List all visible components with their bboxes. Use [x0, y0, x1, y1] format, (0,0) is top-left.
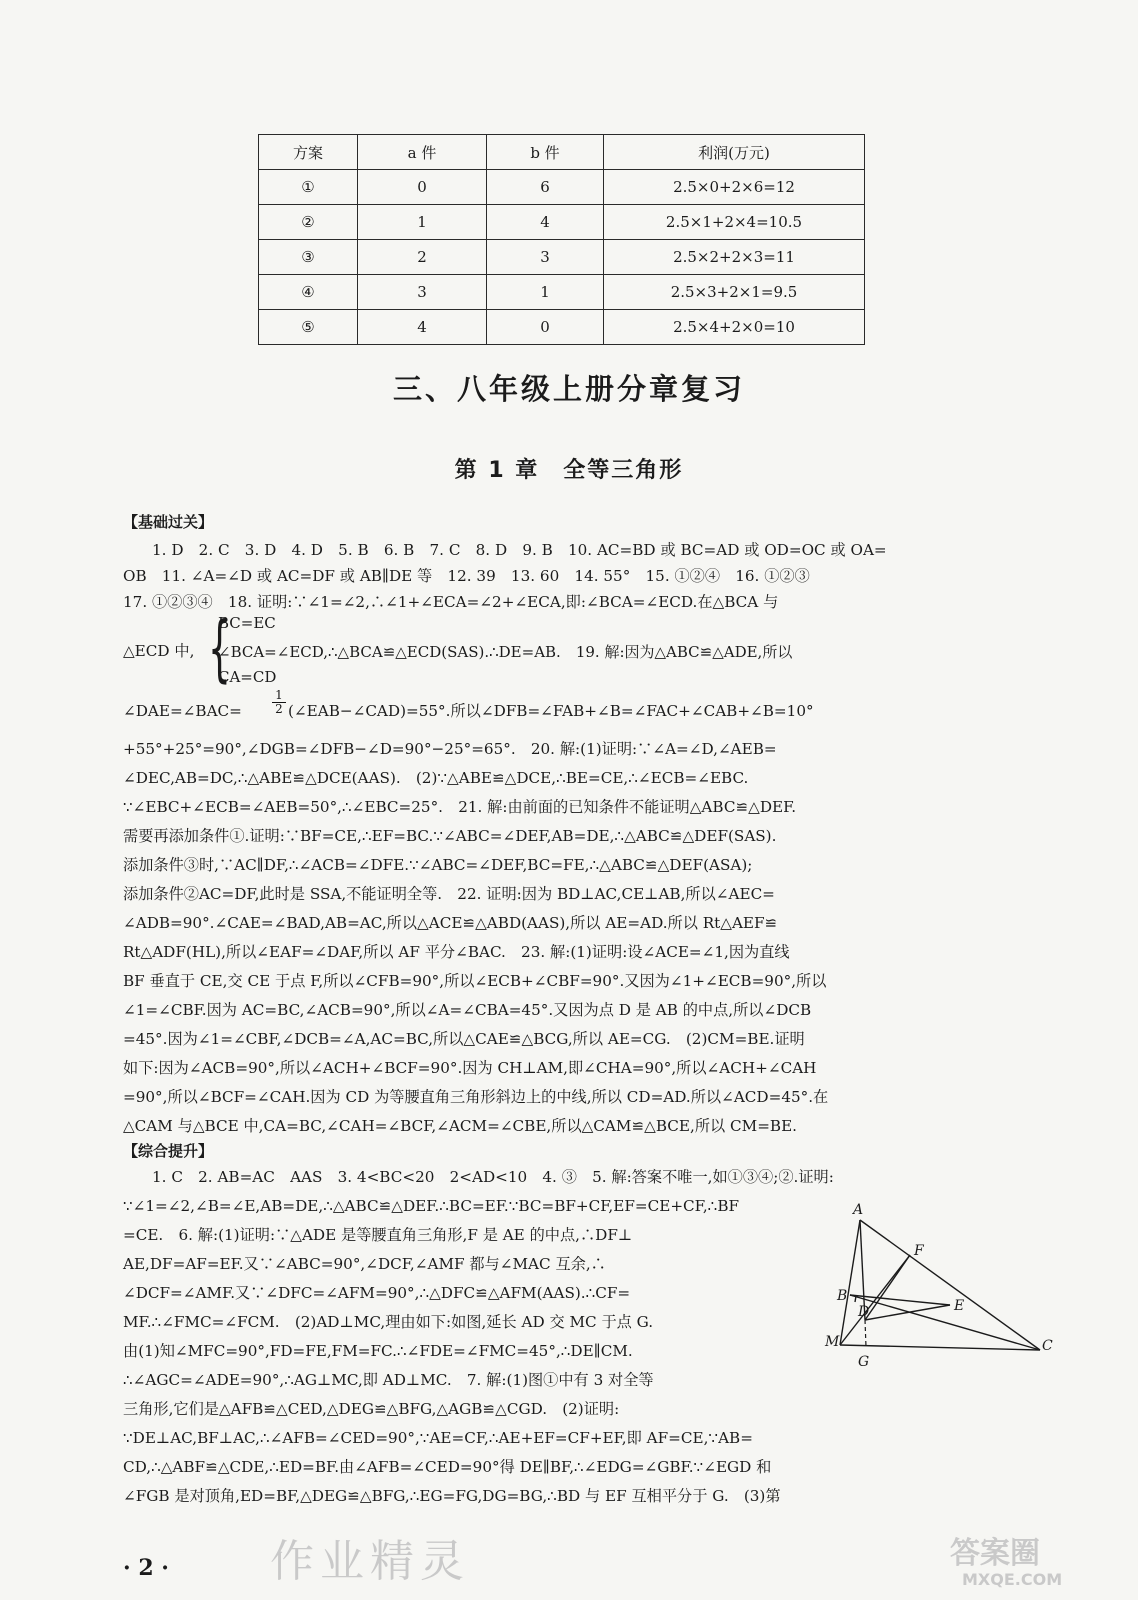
chapter-title: 第 1 章 全等三角形	[454, 458, 684, 483]
part-title: 三、八年级上册分章复习	[392, 372, 745, 406]
section-heading-basic: 【基础过关】	[123, 513, 214, 531]
table-cell: 6	[487, 170, 604, 205]
label-E: E	[954, 1298, 965, 1314]
answer-line: 17. ①②③④ 18. 证明:∵∠1=∠2,∴∠1+∠ECA=∠2+∠ECA,即:∠BCA=∠ECD.在△BCA 与	[123, 593, 779, 611]
watermark-text: 作业精灵	[270, 1536, 470, 1587]
answer-line: =45°.因为∠1=∠CBF,∠DCB=∠A,AC=BC,所以△CAE≌△BCG,所以 AE=CG. (2)CM=BE.证明	[123, 1030, 805, 1048]
table-cell: 2.5×1+2×4=10.5	[604, 205, 865, 240]
label-B: B	[837, 1288, 848, 1304]
table-cell: 0	[358, 170, 487, 205]
brace-symbol: {	[208, 606, 231, 690]
segment-MC	[840, 1345, 1040, 1350]
table-cell: 2.5×4+2×0=10	[604, 310, 865, 345]
segment-AM	[840, 1220, 860, 1345]
label-D: D	[858, 1304, 870, 1320]
table-cell: 4	[487, 205, 604, 240]
table-row	[259, 310, 865, 345]
answer-line: =CE. 6. 解:(1)证明:∵△ADE 是等腰直角三角形,F 是 AE 的中点,∴DF⊥	[123, 1226, 633, 1244]
answer-line: ∵∠EBC+∠ECB=∠AEB=50°,∴∠EBC=25°. 21. 解:由前面的已知条件不能证明△ABC≌△DEF.	[123, 798, 797, 816]
table-header: 方案	[259, 135, 358, 170]
corner-watermark-url: MXQE.COM	[962, 1570, 1063, 1589]
table-row	[259, 240, 865, 275]
table-header: b 件	[487, 135, 604, 170]
answer-line: BF 垂直于 CE,交 CE 于点 F,所以∠CFB=90°,所以∠ECB+∠CBF=90°.又因为∠1+∠ECB=90°,所以	[123, 972, 827, 990]
answer-line: ∠DAE=∠BAC=	[123, 702, 242, 720]
table-cell: 1	[487, 275, 604, 310]
section-heading-advanced: 【综合提升】	[123, 1142, 214, 1160]
table-cell: ①	[259, 170, 358, 205]
table-cell: 2.5×3+2×1=9.5	[604, 275, 865, 310]
answer-line: MF.∴∠FMC=∠FCM. (2)AD⊥MC,理由如下:如图,延长 AD 交 MC 于点 G.	[123, 1313, 654, 1331]
segment-DE	[865, 1305, 950, 1320]
answer-line: OB 11. ∠A=∠D 或 AC=DF 或 AB∥DE 等 12. 39 13. 60 14. 55° 15. ①②④ 16. ①②③	[123, 567, 810, 585]
segment-BC	[850, 1295, 1040, 1350]
system-line: CA=CD	[218, 668, 277, 686]
label-C: C	[1042, 1338, 1053, 1354]
answer-line: △CAM 与△BCE 中,CA=BC,∠CAH=∠BCF,∠ACM=∠CBE,所以△CAM≌△BCE,所以 CM=BE.	[123, 1117, 798, 1135]
system-prefix: △ECD 中,	[123, 642, 195, 660]
answer-line: ∠1=∠CBF.因为 AC=BC,∠ACB=90°,所以∠A=∠CBA=45°.又因为点 D 是 AB 的中点,所以∠DCB	[123, 1001, 812, 1019]
answer-line: ∠FGB 是对顶角,ED=BF,△DEG≌△BFG,∴EG=FG,DG=BG,∴BD 与 EF 互相平分于 G. (3)第	[123, 1487, 781, 1505]
answer-line: 由(1)知∠MFC=90°,FD=FE,FM=FC.∴∠FDE=∠FMC=45°,∴DE∥CM.	[123, 1342, 633, 1360]
label-G: G	[858, 1354, 870, 1370]
answer-line: 1. C 2. AB=AC AAS 3. 4<BC<20 2<AD<10 4. ③ 5. 解:答案不唯一,如①③④;②.证明:	[152, 1168, 834, 1186]
table-row	[259, 275, 865, 310]
answer-line: AE,DF=AF=EF.又∵∠ABC=90°,∠DCF,∠AMF 都与∠MAC 互余,∴	[123, 1255, 606, 1273]
answer-line: CD,∴△ABF≌△CDE,∴ED=BF.由∠AFB=∠CED=90°得 DE∥BF,∴∠EDG=∠GBF.∵∠EGD 和	[123, 1458, 772, 1476]
label-F: F	[914, 1243, 924, 1259]
table-cell: 1	[358, 205, 487, 240]
page-number: · 2 ·	[123, 1555, 169, 1581]
table-cell: ③	[259, 240, 358, 275]
answer-line: ∠ADB=90°.∠CAE=∠BAD,AB=AC,所以△ACE≌△ABD(AAS),所以 AE=AD.所以 Rt△AEF≌	[123, 914, 778, 932]
plan-table	[258, 134, 865, 345]
table-row	[259, 170, 865, 205]
table-cell: ④	[259, 275, 358, 310]
answer-line: ∠DEC,AB=DC,∴△ABE≌△DCE(AAS). (2)∵△ABE≌△DCE,∴BE=CE,∴∠ECB=∠EBC.	[123, 769, 749, 787]
answer-line: 添加条件③时,∵AC∥DF,∴∠ACB=∠DFE.∵∠ABC=∠DEF,BC=FE,∴△ABC≌△DEF(ASA);	[123, 856, 753, 874]
table-header: 利润(万元)	[604, 135, 865, 170]
answer-line: =90°,所以∠BCF=∠CAH.因为 CD 为等腰直角三角形斜边上的中线,所以 CD=AD.所以∠ACD=45°.在	[123, 1088, 829, 1106]
table-header: a 件	[358, 135, 487, 170]
answer-line: +55°+25°=90°,∠DGB=∠DFB−∠D=90°−25°=65°. 20. 解:(1)证明:∵∠A=∠D,∠AEB=	[123, 740, 777, 758]
answer-line: 添加条件②AC=DF,此时是 SSA,不能证明全等. 22. 证明:因为 BD⊥AC,CE⊥AB,所以∠AEC=	[123, 885, 775, 903]
geometry-figure	[820, 1200, 1053, 1380]
fraction-half	[272, 689, 286, 716]
label-A: A	[853, 1202, 864, 1218]
answer-line: ∴∠AGC=∠ADE=90°,∴AG⊥MC,即 AD⊥MC. 7. 解:(1)图①中有 3 对全等	[123, 1371, 654, 1389]
table-cell: 2.5×0+2×6=12	[604, 170, 865, 205]
answer-line: 三角形,它们是△AFB≌△CED,△DEG≌△BFG,△AGB≌△CGD. (2)证明:	[123, 1400, 620, 1418]
table-row	[259, 205, 865, 240]
answer-line: ∵∠1=∠2,∠B=∠E,AB=DE,∴△ABC≌△DEF.∴BC=EF.∵BC=BF+CF,EF=CE+CF,∴BF	[123, 1197, 740, 1215]
answer-line: (∠EAB−∠CAD)=55°.所以∠DFB=∠FAB+∠B=∠FAC+∠CAB+∠B=10°	[288, 702, 814, 720]
table-cell: 3	[358, 275, 487, 310]
system-line: BC=EC	[218, 614, 276, 632]
answer-line: ∠DCF=∠AMF.又∵∠DFC=∠AFM=90°,∴△DFC≌△AFM(AAS).∴CF=	[123, 1284, 631, 1302]
table-cell: 0	[487, 310, 604, 345]
answer-line: Rt△ADF(HL),所以∠EAF=∠DAF,所以 AF 平分∠BAC. 23. 解:(1)证明:设∠ACE=∠1,因为直线	[123, 943, 790, 961]
table-cell: 2	[358, 240, 487, 275]
table-cell: 2.5×2+2×3=11	[604, 240, 865, 275]
fraction-denominator: 2	[272, 702, 286, 716]
table-cell: 3	[487, 240, 604, 275]
answer-line: ∵DE⊥AC,BF⊥AC,∴∠AFB=∠CED=90°,∵AE=CF,∴AE+EF=CF+EF,即 AF=CE,∵AB=	[123, 1429, 753, 1447]
answer-line: 需要再添加条件①.证明:∵BF=CE,∴EF=BC.∵∠ABC=∠DEF,AB=DE,∴△ABC≌△DEF(SAS).	[123, 827, 777, 845]
system-line: ∠BCA=∠ECD,∴△BCA≌△ECD(SAS).∴DE=AB. 19. 解:因为△ABC≌△ADE,所以	[218, 643, 793, 661]
table-cell: ⑤	[259, 310, 358, 345]
table-cell: 4	[358, 310, 487, 345]
answer-line: 如下:因为∠ACB=90°,所以∠ACH+∠BCF=90°.因为 CH⊥AM,即∠CHA=90°,所以∠ACH+∠CAH	[123, 1059, 817, 1077]
fraction-numerator: 1	[275, 688, 283, 702]
answer-line: 1. D 2. C 3. D 4. D 5. B 6. B 7. C 8. D 9. B 10. AC=BD 或 BC=AD 或 OD=OC 或 OA=	[152, 541, 887, 559]
corner-watermark: 答案圈	[950, 1536, 1040, 1571]
segment-DG-dashed	[865, 1320, 866, 1347]
label-M: M	[825, 1334, 840, 1350]
table-cell: ②	[259, 205, 358, 240]
right-angle-mark	[850, 1295, 856, 1302]
